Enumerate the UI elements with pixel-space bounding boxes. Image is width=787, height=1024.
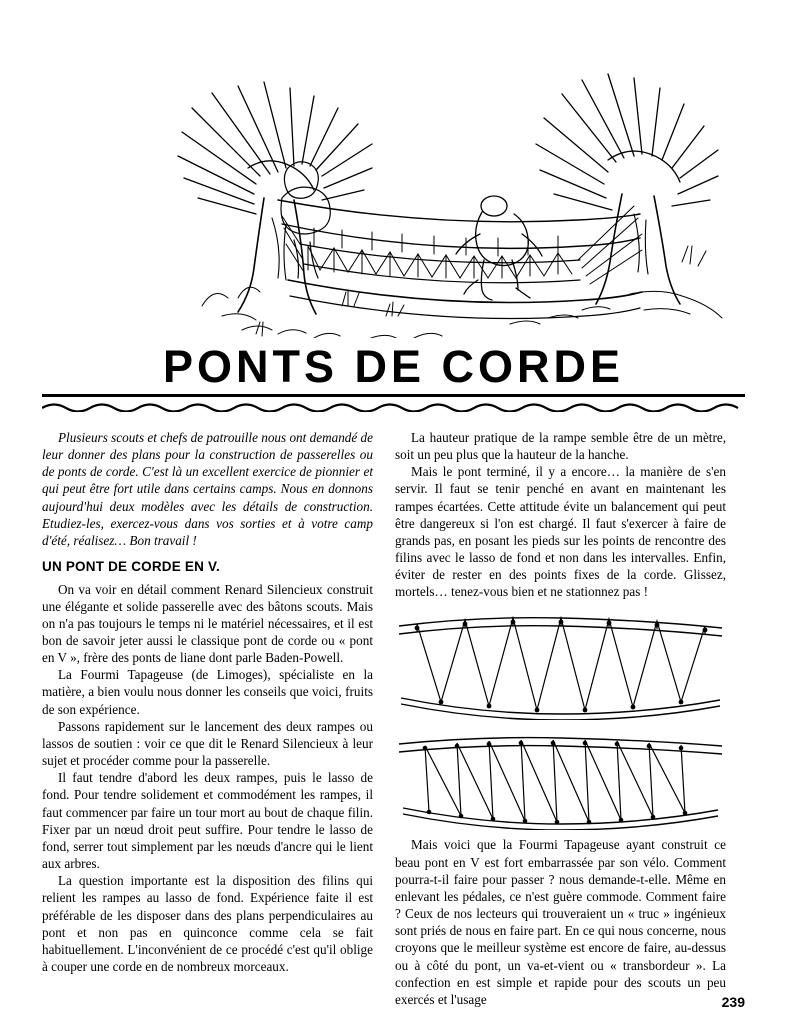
article-columns (42, 429, 745, 1008)
page-title: PONTS DE CORDE (162, 341, 625, 392)
title-block (42, 341, 745, 417)
left-paragraph-3: Passons rapidement sur le lancement des deux rampes ou lassos de soutien : voir ce que dit le Renard Silencieux à leur sujet et procéder comme pour la passerelle. (42, 718, 373, 769)
right-paragraph-3: Mais voici que la Fourmi Tapageuse ayant construit ce beau pont en V est fort embarrassée par son vélo. Comment pourra-t-il faire pour passer ? nous demande-t-elle. Même en enlevant les pédales, ce n'est guère commode. Comment faire ? Ceux de nos lecteurs qui trouveraient un « truc » ingénieux sont priés de nous en faire part. En ce qui nous concerne, nous croyons que le meilleur système est encore de faire, au-dessus ou à côté du pont, un va-et-vient ou « transbordeur ». La confection en est simple et rapide pour des scouts un peu exercés et l'usage (395, 837, 726, 1007)
right-paragraph-1: La hauteur pratique de la rampe semble être de un mètre, soit un peu plus que la hauteur de la hanche. (395, 429, 726, 463)
rope-bridge-v-diagram (395, 610, 726, 720)
left-paragraph-4: Il faut tendre d'abord les deux rampes, puis le lasso de fond. Pour tendre solidement et commodément les rampes, il faut commencer par faire un tour mort au bout de chaque filin. Fixer par un nœud droit peut suffire. Pour tendre le lasso de fond, serrer tout simplement par les nœuds d'ancre qui le lient aux arbres. (42, 770, 373, 872)
left-paragraph-5: La question importante est la disposition des filins qui relient les rampes au lasso de fond. Expérience faite il est préférable de les disposer dans des plans perpendiculaires au pont et non pas en quinconce comme cela se fait habituellement. L'inconvénient de ce procédé c'est qu'il oblige à couper une corde en de nombreux morceaux. (42, 873, 373, 974)
title-rule (42, 394, 745, 397)
rope-bridge-plan-diagram (395, 730, 726, 830)
left-column (42, 429, 373, 1008)
page-number: 239 (721, 994, 745, 1010)
left-paragraph-1: On va voir en détail comment Renard Silencieux construit une élégante et solide passerelle avec des bâtons scouts. Mais on n'a pas toujours le temps ni le matériel nécessaires, et il est bon de savoir jeter aussi le classique pont de corde ou « pont en V », frère des ponts de liane dont parle Baden-Powell. (42, 581, 373, 666)
section-subheading: UN PONT DE CORDE EN V. (42, 558, 220, 574)
right-paragraph-2: Mais le pont terminé, il y a encore… la manière de s'en servir. Il faut se tenir penché en avant en maintenant les rampes écartées. Cette attitude évite un balancement qui peut être dangereux si l'on est chargé. Il faut s'exercer à faire de grands pas, en posant les pieds sur les points de rencontre des filins avec le lasso de fond et non dans les intervalles. Enfin, éviter de rester en des points fixes de la corde. Glissez, mortels… tenez-vous bien et ne stationnez pas ! (395, 464, 726, 600)
right-column (395, 429, 726, 1008)
illustration-rope-bridge (42, 48, 745, 338)
intro-paragraph: Plusieurs scouts et chefs de patrouille nous ont demandé de leur donner des plans pour la construction de passerelles ou de ponts de corde. C'est là un excellent exercice de pionnier et qui peut être fort utile dans certains camps. Nous en donnons aujourd'hui deux modèles avec les détails de construction. Etudiez-les, exercez-vous dans vos sorties et à votre camp d'été, réalisez… Bon travail ! (42, 429, 373, 548)
decorative-wave (42, 400, 745, 412)
left-paragraph-2: La Fourmi Tapageuse (de Limoges), spécialiste en la matière, a bien voulu nous donner les conseils que voici, fruits de son expérience. (42, 667, 373, 717)
